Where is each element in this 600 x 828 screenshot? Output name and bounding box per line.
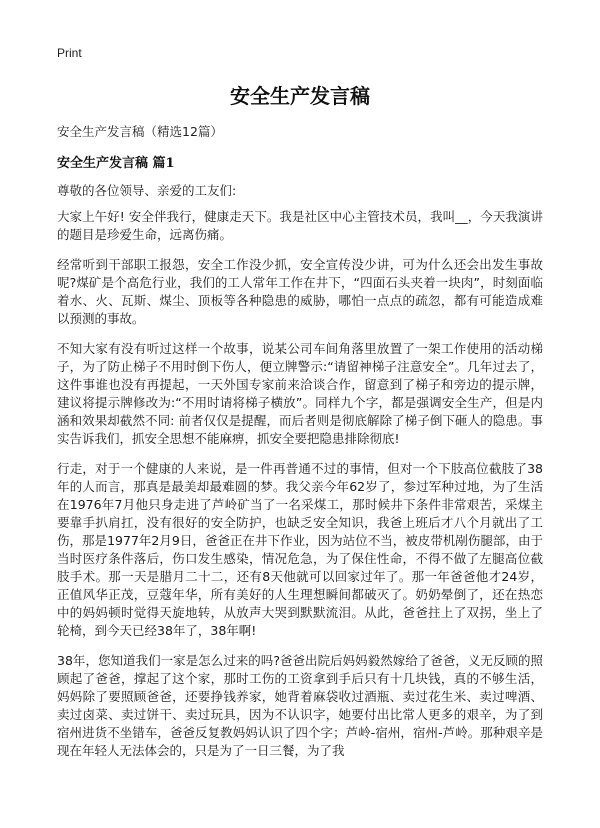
- paragraph-5: 38年，您知道我们一家是怎么过来的吗?爸爸出院后妈妈毅然嫁给了爸爸，义无反顾的照顾起了爸爸，撑起了这个家，那时工伤的工资拿到手后只有十几块钱，真的不够生活，妈妈除了要照顾爸爸，还要挣钱养家，她背着麻袋收过酒瓶、卖过花生米、卖过啤酒、卖过卤菜、卖过饼干、卖过玩具，因为不认识字，她要付出比常人更多的艰辛，为了到宿州进货不坐错车，爸爸反复教妈妈认识了四个字；芦岭-宿州，宿州-芦岭。那种艰辛是现在年轻人无法体会的，只是为了一日三餐，为了我: [57, 653, 543, 758]
- paragraph-1: 大家上午好! 安全伴我行，健康走天下。我是社区中心主管技术员，我叫__，今天我演讲的题目是珍爱生命，远离伤痛。: [57, 209, 543, 242]
- paragraph-4: 行走，对于一个健康的人来说，是一件再普通不过的事情，但对一个下肢高位截肢了38年的人而言，那真是最美却最难圆的梦。我父亲今年62岁了，参过军种过地，为了生活在1976年7月他只身走进了芦岭矿当了一名采煤工，那时候井下条件非常艰苦，采煤主要靠手扒肩扛，没有很好的安全防护，也缺乏安全知识，我爸上班后才八个月就出了工伤，那是1977年2月9日，爸爸正在井下作业，因为站位不当，被皮带机剐伤腿部，由于当时医疗条件落后，伤口发生感染，情况危急，为了保住性命，不得不做了左腿高位截肢手术。那一天是腊月二十二，还有8天他就可以回家过年了。那一年爸爸他才24岁，正值风华正茂，豆蔻年华，所有美好的人生理想瞬间都破灭了。奶奶晕倒了，还在热恋中的妈妈顿时觉得天旋地转，从放声大哭到默默流泪。从此，爸爸拄上了双拐，坐上了轮椅，到今天已经38年了，38年啊!: [57, 461, 543, 638]
- page-title: 安全生产发言稿: [230, 84, 370, 108]
- paragraph-2: 经常听到干部职工报怨，安全工作没少抓，安全宣传没少讲，可为什么还会出发生事故呢?煤矿是个高危行业，我们的工人常年工作在井下，“四面石头夹着一块肉”，时刻面临着水、火、瓦斯、煤尘、顶板等各种隐患的威胁，哪怕一点点的疏忽，都有可能造成难以预测的事故。: [57, 257, 543, 326]
- paragraph-3: 不知大家有没有听过这样一个故事，说某公司车间角落里放置了一架工作使用的活动梯子，为了防止梯子不用时倒下伤人，便立牌警示:“请留神梯子注意安全”。几年过去了，这件事谁也没有再提起，一天外国专家前来洽谈合作，留意到了梯子和旁边的提示牌，建议将提示牌修改为:“不用时请将梯子横放”。同样九个字，都是强调安全生产，但是内涵和效果却截然不同: 前者仅仅是提醒，而后者则是彻底解除了梯子倒下砸人的隐患。事实告诉我们，抓安全思想不能麻痹，抓安全要把隐患排除彻底!: [57, 341, 543, 446]
- body-text: [57, 208, 543, 772]
- print-label: Print: [57, 46, 82, 60]
- section-heading: 安全生产发言稿 篇1: [57, 156, 175, 171]
- greeting-line: 尊敬的各位领导、亲爱的工友们:: [57, 183, 237, 198]
- document-subtitle: 安全生产发言稿（精选12篇）: [57, 124, 223, 139]
